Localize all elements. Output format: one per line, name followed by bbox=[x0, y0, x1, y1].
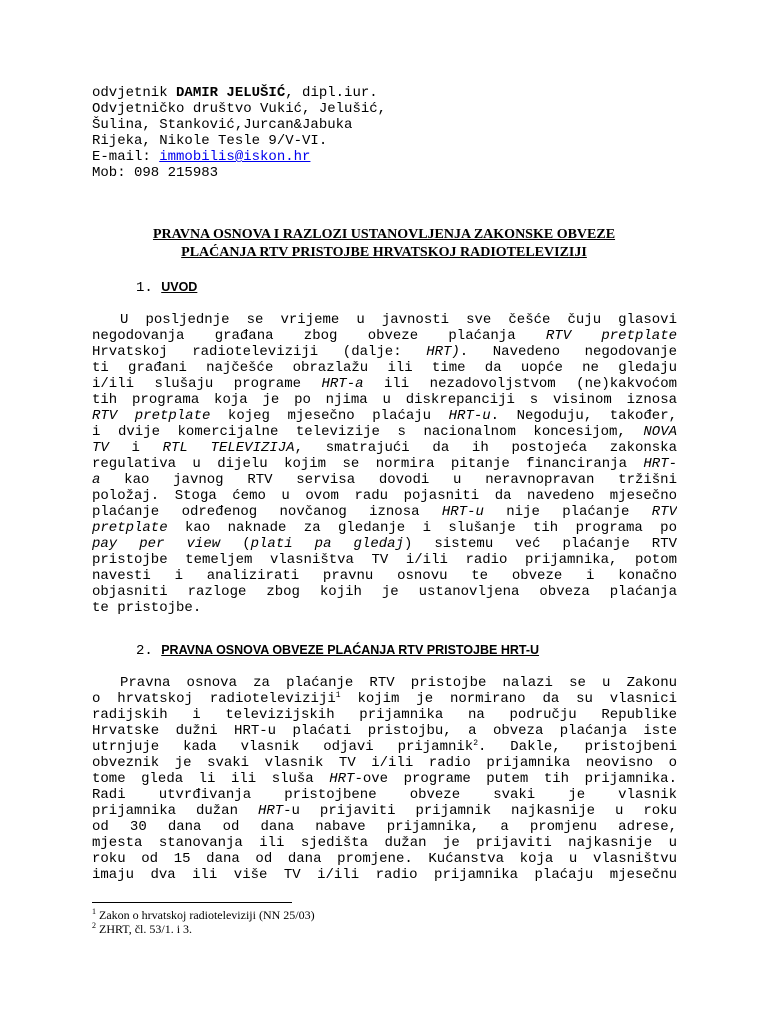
text-line: objasniti razloge zbog kojih je ustanovljena obveza plaćanja bbox=[92, 584, 677, 600]
text-line: obveznik je svaki vlasnik TV i/ili radio prijamnika neovisno o bbox=[92, 755, 677, 771]
text-line: položaj. Stoga ćemo u ovom radu pojasniti da navedeno mjesečno bbox=[92, 488, 677, 504]
section-2-paragraph bbox=[92, 675, 677, 883]
text-line: RTV pretplate kojeg mjesečno plaćaju HRT-u. Negoduju, također, bbox=[92, 408, 677, 424]
text-line: regulativa u dijelu kojim se normira pitanje financiranja HRT- bbox=[92, 456, 677, 472]
text-line: plaćanje određenog novčanog iznosa HRT-u nije plaćanje RTV bbox=[92, 504, 677, 520]
text-line: Hrvatske dužni HRT-u plaćati pristojbu, a obveza plaćanja iste bbox=[92, 723, 677, 739]
text-line: navesti i analizirati pravnu osnovu te obveze i konačno bbox=[92, 568, 677, 584]
email-link[interactable]: immobilis@iskon.hr bbox=[159, 149, 311, 165]
title-line-2: PLAĆANJA RTV PRISTOJBE HRVATSKOJ RADIOTELEVIZIJI bbox=[181, 245, 587, 260]
mobile-line: Mob: 098 215983 bbox=[92, 165, 219, 181]
text-line: i dvije komercijalne televizije s nacionalnom koncesijom, NOVA bbox=[92, 424, 677, 440]
footnote-separator bbox=[92, 902, 292, 903]
text-line: prijamnika dužan HRT-u prijaviti prijamnik najkasnije u roku bbox=[92, 803, 677, 819]
text-line: utrnjuje kada vlasnik odjavi prijamnik$^2$. Dakle, pristojbeni bbox=[92, 739, 677, 755]
firm-partners-line: Šulina, Stanković,Jurcan&Jabuka bbox=[92, 117, 353, 133]
author-line: odvjetnik DAMIR JELUŠIĆ, dipl.iur. bbox=[92, 85, 378, 101]
text-line: od 30 dana od dana nabave prijamnika, a promjenu adrese, bbox=[92, 819, 677, 835]
text-line: a kao javnog RTV servisa dovodi u neravnopravan tržišni bbox=[92, 472, 677, 488]
text-line: o hrvatskoj radioteleviziji$^1$ kojim je normirano da su vlasnici bbox=[92, 691, 677, 707]
email-line: E-mail: immobilis@iskon.hr bbox=[92, 149, 311, 165]
text-line: i/ili slušaju programe HRT-a ili nezadovoljstvom (ne)kakvoćom bbox=[92, 376, 677, 392]
text-line: pay per view (plati pa gledaj) sistemu već plaćanje RTV bbox=[92, 536, 677, 552]
author-name: DAMIR JELUŠIĆ bbox=[176, 85, 286, 101]
text-line: Hrvatskoj radioteleviziji (dalje: HRT). Navedeno negodovanje bbox=[92, 344, 677, 360]
text-line: Radi utvrđivanja pristojbene obveze svaki je vlasnik bbox=[92, 787, 677, 803]
footnote-2: $^2$ ZHRT, čl. 53/1. i 3. bbox=[92, 921, 193, 936]
text-line: mjesta stanovanja ili sjedišta dužan je prijaviti najkasnije u bbox=[92, 835, 677, 851]
text-line: pristojbe temeljem vlasništva TV i/ili radio prijamnika, potom bbox=[92, 552, 677, 568]
section-1-paragraph bbox=[92, 312, 677, 616]
text-line: te pristojbe. bbox=[92, 600, 202, 616]
text-line: pretplate kao naknade za gledanje i slušanje tih programa po bbox=[92, 520, 677, 536]
title-line-1: PRAVNA OSNOVA I RAZLOZI USTANOVLJENJA ZAKONSKE OBVEZE bbox=[152, 227, 616, 242]
text-line: tih programa koja je po njima u diskrepanciji s visinom iznosa bbox=[92, 392, 677, 408]
document-title bbox=[92, 226, 676, 262]
text-line: negodovanja građana zbog obveze plaćanja RTV pretplate bbox=[92, 328, 677, 344]
text-line: U posljednje se vrijeme u javnosti sve češće čuju glasovi bbox=[120, 312, 677, 328]
text-line: ti građani najčešće obrazlažu ili time da uopće ne gledaju bbox=[92, 360, 677, 376]
text-line: roku od 15 dana od dana promjene. Kućanstva koja u vlasništvu bbox=[92, 851, 677, 867]
text-line: TV i RTL TELEVIZIJA, smatrajući da ih postojeća zakonska bbox=[92, 440, 677, 456]
address-line: Rijeka, Nikole Tesle 9/V-VI. bbox=[92, 133, 328, 149]
text-line: tome gleda li ili sluša HRT-ove programe putem tih prijamnika. bbox=[92, 771, 677, 787]
footnote-1: $^1$ Zakon o hrvatskoj radioteleviziji (NN 25/03) bbox=[92, 907, 315, 922]
section-2-heading: 2. PRAVNA OSNOVA OBVEZE PLAĆANJA RTV PRISTOJBE HRT-U bbox=[136, 643, 540, 659]
text-line: radijskih i televizijskih prijamnika na području Republike bbox=[92, 707, 677, 723]
text-line: Pravna osnova za plaćanje RTV pristojbe nalazi se u Zakonu bbox=[120, 675, 677, 691]
author-header bbox=[92, 85, 692, 181]
firm-line: Odvjetničko društvo Vukić, Jelušić, bbox=[92, 101, 387, 117]
section-1-heading: 1. UVOD bbox=[136, 280, 198, 296]
text-line: imaju dva ili više TV i/ili radio prijamnika plaćaju mjesečnu bbox=[92, 867, 677, 883]
